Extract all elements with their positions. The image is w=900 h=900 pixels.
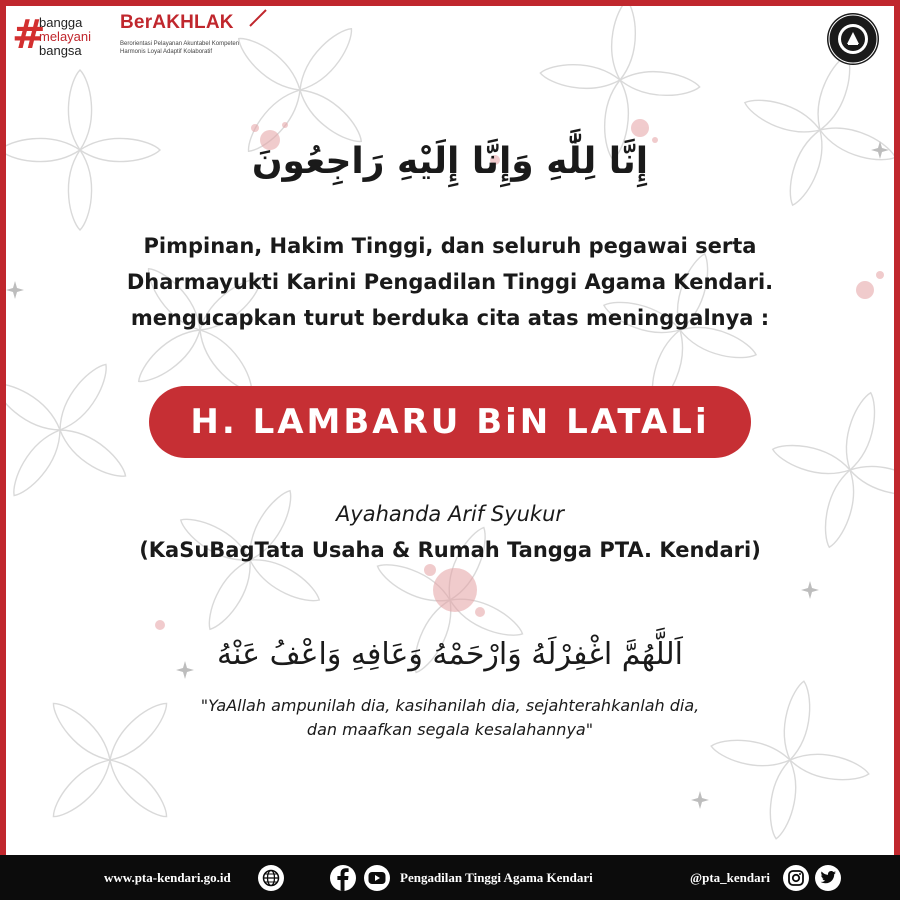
berakhlak-tagline-2: Harmonis Loyal Adaptif Kolaboratif <box>120 49 213 55</box>
institution-name: Pengadilan Tinggi Agama Kendari <box>400 869 593 885</box>
bangga-melayani-bangsa-logo <box>12 14 117 60</box>
footer-institution <box>400 855 593 900</box>
berakhlak-title: BerAKHLAK <box>120 12 234 33</box>
relation-line: (KaSuBagTata Usaha & Rumah Tangga PTA. Kendari) <box>139 538 761 562</box>
intro-line: mengucapkan turut berduka cita atas meninggalnya : <box>130 306 770 330</box>
kemenag-emblem-icon <box>826 12 880 66</box>
relation-line: Ayahanda Arif Syukur <box>335 502 565 526</box>
facebook-icon[interactable] <box>330 865 356 891</box>
youtube-icon[interactable] <box>364 865 390 891</box>
instagram-icon[interactable] <box>783 865 809 891</box>
logo-word-bangsa: bangsa <box>39 43 82 58</box>
condolence-intro <box>60 228 840 336</box>
website-url[interactable]: www.pta-kendari.go.id <box>104 869 231 885</box>
logo-word-melayani: melayani <box>39 29 92 44</box>
footer-bar <box>0 855 900 900</box>
berakhlak-logo <box>120 8 270 64</box>
globe-icon[interactable] <box>258 865 284 891</box>
deceased-name: H. LAMBARU BiN LATALi <box>190 402 710 442</box>
social-handle[interactable]: @pta_kendari <box>690 869 770 885</box>
hashtag-symbol: # <box>12 12 46 58</box>
intro-line: Dharmayukti Karini Pengadilan Tinggi Agama Kendari. <box>126 270 774 294</box>
deceased-name-banner <box>149 386 751 458</box>
doa-translation-line: "YaAllah ampunilah dia, kasihanilah dia, sejahterahkanlah dia, <box>200 696 700 715</box>
doa-arabic-text: اَللَّهُمَّ اغْفِرْلَهُ وَارْحَمْهُ وَعَافِهِ وَاعْفُ عَنْهُ <box>217 637 683 672</box>
doa-translation-line: dan maafkan segala kesalahannya" <box>306 720 594 739</box>
footer-website[interactable] <box>104 855 231 900</box>
doa-translation <box>80 694 820 742</box>
relation-info <box>100 496 800 568</box>
logo-word-bangga: bangga <box>39 15 83 30</box>
istirja-calligraphy: إِنَّا لِلَّٰهِ وَإِنَّا إِلَيْهِ رَاجِعُونَ <box>251 141 649 182</box>
berakhlak-tagline-1: Berorientasi Pelayanan Akuntabel Kompeten <box>120 41 240 47</box>
footer-handle[interactable] <box>690 855 770 900</box>
intro-line: Pimpinan, Hakim Tinggi, dan seluruh pegawai serta <box>143 234 757 258</box>
twitter-icon[interactable] <box>815 865 841 891</box>
berakhlak-swoosh-icon <box>248 8 268 28</box>
